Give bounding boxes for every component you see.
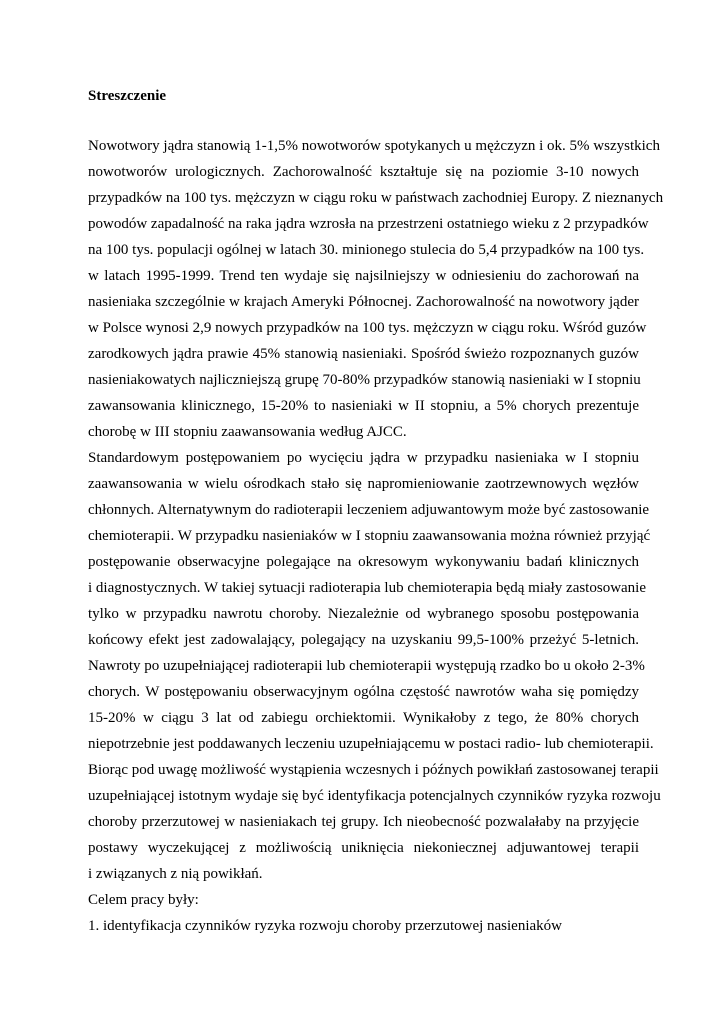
text-line: nasieniakowatych najliczniejszą grupę 70-80% przypadków stanowią nasieniaki w I stopniu xyxy=(88,372,641,388)
text-line: zarodkowych jądra prawie 45% stanowią nasieniaki. Spośród świeżo rozpoznanych guzów xyxy=(88,346,639,362)
text-line: uzupełniającej istotnym wydaje się być identyfikacja potencjalnych czynników ryzyka rozwoju xyxy=(88,788,661,804)
text-line: końcowy efekt jest zadowalający, polegający na uzyskaniu 99,5-100% przeżyć 5-letnich. xyxy=(88,632,639,648)
text-line: tylko w przypadku nawrotu choroby. Niezależnie od wybranego sposobu postępowania xyxy=(88,606,639,622)
text-line: postawy wyczekującej z możliwością uniknięcia niekoniecznej adjuwantowej terapii xyxy=(88,840,639,856)
heading: Streszczenie xyxy=(88,88,167,104)
text-line: nowotworów urologicznych. Zachorowalność kształtuje się na poziomie 3-10 nowych xyxy=(88,164,639,180)
text-line: chłonnych. Alternatywnym do radioterapii leczeniem adjuwantowym może być zastosowanie xyxy=(88,502,650,518)
text-line: chorobę w III stopniu zaawansowania według AJCC. xyxy=(88,424,407,440)
text-line: przypadków na 100 tys. mężczyzn w ciągu roku w państwach zachodniej Europy. Z nieznanych xyxy=(88,190,664,206)
text-line: w Polsce wynosi 2,9 nowych przypadków na 100 tys. mężczyzn w ciągu roku. Wśród guzów xyxy=(88,320,647,336)
text-line: nasieniaka szczególnie w krajach Ameryki Północnej. Zachorowalność na nowotwory jąder xyxy=(88,294,639,310)
text-line: Biorąc pod uwagę możliwość wystąpienia wczesnych i późnych powikłań zastosowanej terapii xyxy=(88,762,659,778)
text-line: 1. identyfikacja czynników ryzyka rozwoju choroby przerzutowej nasieniaków xyxy=(88,918,562,934)
text-line: chorych. W postępowaniu obserwacyjnym ogólna częstość nawrotów waha się pomiędzy xyxy=(88,684,639,700)
text-line: 15-20% w ciągu 3 lat od zabiegu orchiektomii. Wynikałoby z tego, że 80% chorych xyxy=(88,710,639,726)
text-line: i związanych z nią powikłań. xyxy=(88,866,263,882)
text-line: zaawansowania w wielu ośrodkach stało się napromieniowanie zaotrzewnowych węzłów xyxy=(88,476,639,492)
text-line: Nawroty po uzupełniającej radioterapii lub chemioterapii występują rzadko bo u około 2-3% xyxy=(88,658,645,674)
text-line: na 100 tys. populacji ogólnej w latach 30. minionego stulecia do 5,4 przypadków na 100 tys. xyxy=(88,242,645,258)
text-line: Celem pracy były: xyxy=(88,892,199,908)
text-line: w latach 1995-1999. Trend ten wydaje się najsilniejszy w odniesieniu do zachorowań na xyxy=(88,268,639,284)
text-line: zawansowania klinicznego, 15-20% to nasieniaki w II stopniu, a 5% chorych prezentuje xyxy=(88,398,639,414)
text-line: powodów zapadalność na raka jądra wzrosła na przestrzeni ostatniego wieku z 2 przypadków xyxy=(88,216,649,232)
text-line: i diagnostycznych. W takiej sytuacji radioterapia lub chemioterapia będą miały zastosowanie xyxy=(88,580,647,596)
text-line: Nowotwory jądra stanowią 1-1,5% nowotworów spotykanych u mężczyzn i ok. 5% wszystkich xyxy=(88,138,660,154)
text-line: chemioterapii. W przypadku nasieniaków w I stopniu zaawansowania można również przyjąć xyxy=(88,528,651,544)
text-line: niepotrzebnie jest poddawanych leczeniu uzupełniającemu w postaci radio- lub chemioterapii. xyxy=(88,736,654,752)
text-line: choroby przerzutowej w nasieniakach tej grupy. Ich nieobecność pozwalałaby na przyjęcie xyxy=(88,814,639,830)
text-line: postępowanie obserwacyjne polegające na okresowym wykonywaniu badań klinicznych xyxy=(88,554,639,570)
text-line: Standardowym postępowaniem po wycięciu jądra w przypadku nasieniaka w I stopniu xyxy=(88,450,639,466)
